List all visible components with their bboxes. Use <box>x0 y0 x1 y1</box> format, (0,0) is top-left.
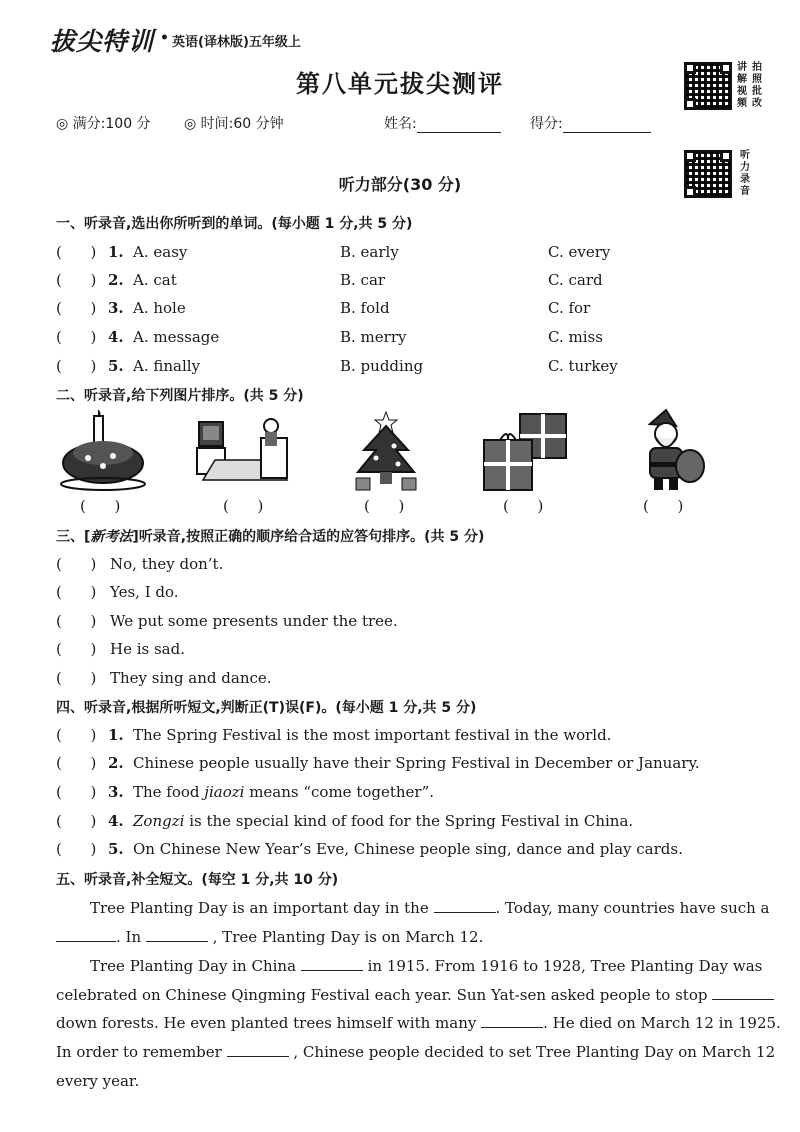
statement: Zongzi is the special kind of food for the Spring Festival in China. <box>133 812 634 830</box>
option-b: B. fold <box>340 299 390 317</box>
option-a: A. message <box>133 328 220 346</box>
page-title: 第八单元拔尖测评 <box>296 70 504 98</box>
statement: The Spring Festival is the most important festival in the world. <box>133 726 612 744</box>
option-a: A. cat <box>133 271 177 289</box>
new-question-type-tag: 新考法 <box>90 529 133 545</box>
brand-logo: 拔尖特训 <box>50 27 155 56</box>
item-number: 2. <box>108 754 124 772</box>
fill-blank[interactable] <box>712 986 774 1000</box>
item-number: 5. <box>108 840 124 858</box>
option-a: A. easy <box>133 243 188 261</box>
item-number: 1. <box>108 726 124 744</box>
response-sentence: He is sad. <box>110 640 185 658</box>
picture-answer-paren[interactable]: ( ) <box>223 497 264 515</box>
item-number: 2. <box>108 271 124 289</box>
answer-paren[interactable]: ( ) <box>56 612 97 630</box>
fill-blank[interactable] <box>434 899 496 913</box>
item-number: 4. <box>108 812 124 830</box>
passage-line: Tree Planting Day in China in 1915. From 1916 to 1928, Tree Planting Day was <box>90 957 763 975</box>
picture-answer-paren[interactable]: ( ) <box>503 497 544 515</box>
qr2-label: 听 力 录 音 <box>740 150 750 197</box>
christmas-tree-picture <box>350 408 422 496</box>
item-number: 3. <box>108 783 124 801</box>
answer-paren[interactable]: ( ) <box>56 357 97 375</box>
santa-picture <box>636 408 708 496</box>
answer-paren[interactable]: ( ) <box>56 328 97 346</box>
answer-paren[interactable]: ( ) <box>56 669 97 687</box>
option-c: C. for <box>548 299 591 317</box>
answer-paren[interactable]: ( ) <box>56 299 97 317</box>
score-field[interactable] <box>530 113 651 133</box>
answer-paren[interactable]: ( ) <box>56 726 97 744</box>
fill-blank[interactable] <box>227 1043 289 1057</box>
option-b: B. car <box>340 271 386 289</box>
part1-heading: 一、听录音,选出你所听到的单词。(每小题 1 分,共 5 分) <box>56 216 413 232</box>
response-sentence: No, they don’t. <box>110 555 224 573</box>
passage-line: Tree Planting Day is an important day in the . Today, many countries have such a <box>90 899 770 917</box>
statement: Chinese people usually have their Spring Festival in December or January. <box>133 754 700 772</box>
fill-blank[interactable] <box>146 928 208 942</box>
answer-paren[interactable]: ( ) <box>56 754 97 772</box>
subject-label: 英语(译林版)五年级上 <box>172 35 301 50</box>
option-a: A. finally <box>133 357 201 375</box>
passage-line: . In , Tree Planting Day is on March 12. <box>56 928 483 946</box>
name-field[interactable] <box>384 113 501 133</box>
option-c: C. every <box>548 243 611 261</box>
pudding-picture <box>58 408 148 496</box>
passage-line: every year. <box>56 1072 140 1090</box>
response-sentence: They sing and dance. <box>110 669 272 687</box>
option-a: A. hole <box>133 299 186 317</box>
item-number: 1. <box>108 243 124 261</box>
option-c: C. card <box>548 271 603 289</box>
statement: The food jiaozi means “come together”. <box>133 783 435 801</box>
answer-paren[interactable]: ( ) <box>56 583 97 601</box>
picture-answer-paren[interactable]: ( ) <box>80 497 121 515</box>
fill-blank[interactable] <box>56 928 116 942</box>
time-limit: ◎ 时间:60 分钟 <box>184 116 284 132</box>
family-tv-picture <box>195 408 295 496</box>
answer-paren[interactable]: ( ) <box>56 555 97 573</box>
option-c: C. turkey <box>548 357 618 375</box>
listening-section-title: 听力部分(30 分) <box>338 175 462 194</box>
fill-blank[interactable] <box>301 957 363 971</box>
part5-heading: 五、听录音,补全短文。(每空 1 分,共 10 分) <box>56 872 339 888</box>
separator-dot: • <box>160 30 169 46</box>
option-c: C. miss <box>548 328 603 346</box>
item-number: 3. <box>108 299 124 317</box>
picture-answer-paren[interactable]: ( ) <box>643 497 684 515</box>
passage-line: down forests. He even planted trees himself with many . He died on March 12 in 1925. <box>56 1014 781 1032</box>
answer-paren[interactable]: ( ) <box>56 840 97 858</box>
part4-heading: 四、听录音,根据所听短文,判断正(T)误(F)。(每小题 1 分,共 5 分) <box>56 700 477 716</box>
name-label: 姓名: <box>384 116 417 132</box>
passage-line: celebrated on Chinese Qingming Festival each year. Sun Yat-sen asked people to stop <box>56 986 774 1004</box>
item-number: 4. <box>108 328 124 346</box>
item-number: 5. <box>108 357 124 375</box>
option-b: B. pudding <box>340 357 424 375</box>
qr-code-explain[interactable] <box>684 62 732 110</box>
answer-paren[interactable]: ( ) <box>56 243 97 261</box>
option-b: B. merry <box>340 328 407 346</box>
part2-heading: 二、听录音,给下列图片排序。(共 5 分) <box>56 388 304 404</box>
qr1-label-col1: 讲 解 视 频 <box>737 62 747 109</box>
picture-answer-paren[interactable]: ( ) <box>364 497 405 515</box>
part3-heading: 三、[新考法]听录音,按照正确的顺序给合适的应答句排序。(共 5 分) <box>56 529 485 545</box>
passage-line: In order to remember , Chinese people decided to set Tree Planting Day on March 12 <box>56 1043 776 1061</box>
presents-picture <box>480 408 572 496</box>
answer-paren[interactable]: ( ) <box>56 271 97 289</box>
response-sentence: Yes, I do. <box>110 583 179 601</box>
answer-paren[interactable]: ( ) <box>56 640 97 658</box>
answer-paren[interactable]: ( ) <box>56 812 97 830</box>
score-label: 得分: <box>530 116 563 132</box>
fill-blank[interactable] <box>481 1014 543 1028</box>
option-b: B. early <box>340 243 399 261</box>
statement: On Chinese New Year’s Eve, Chinese people sing, dance and play cards. <box>133 840 683 858</box>
full-marks: ◎ 满分:100 分 <box>56 116 151 132</box>
response-sentence: We put some presents under the tree. <box>110 612 398 630</box>
qr1-label-col2: 拍 照 批 改 <box>752 62 762 109</box>
answer-paren[interactable]: ( ) <box>56 783 97 801</box>
